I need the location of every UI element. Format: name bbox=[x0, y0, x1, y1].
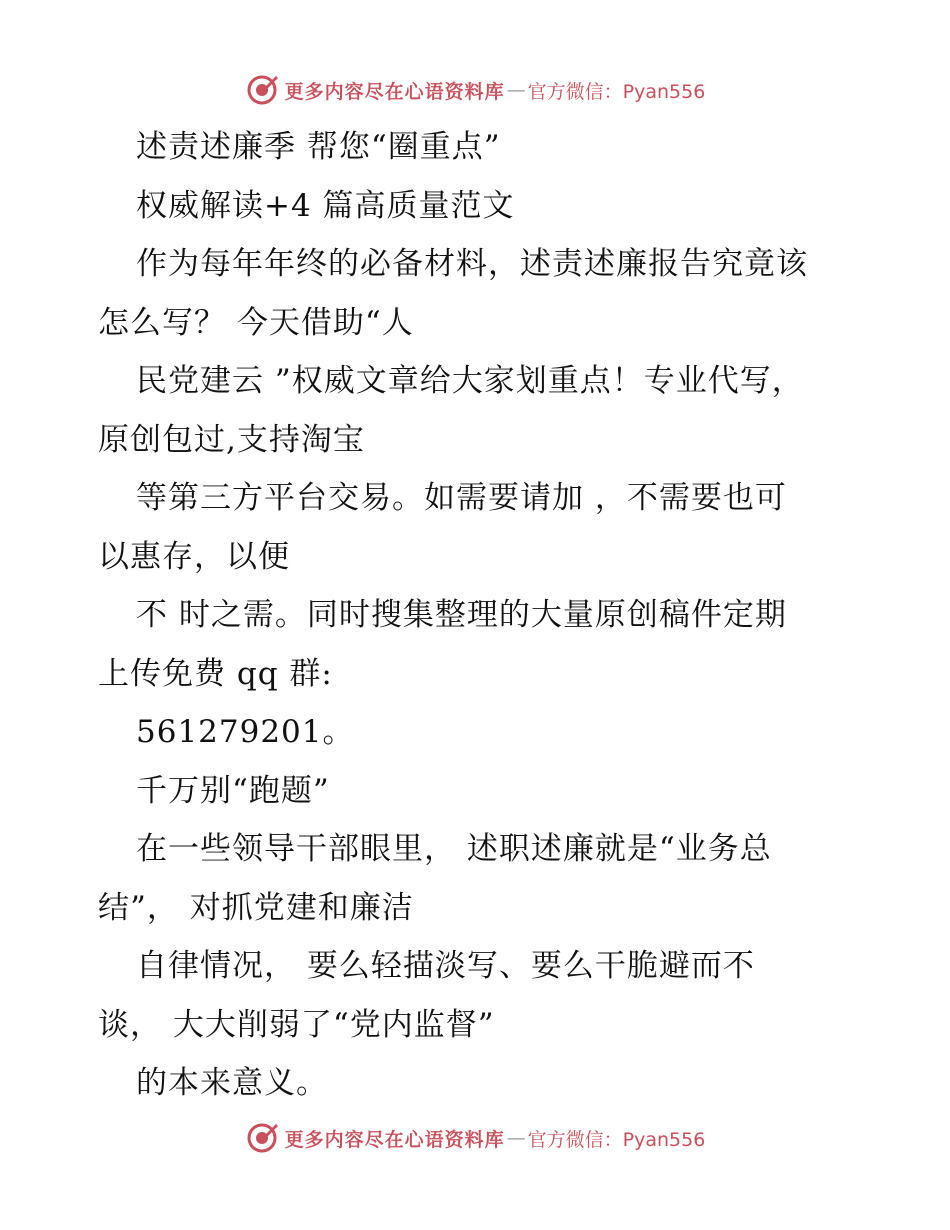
watermark-wechat-text: 官方微信：Pyan556 bbox=[527, 1128, 706, 1151]
pen-logo-icon bbox=[245, 73, 279, 107]
text-line: 民党建云 ”权威文章给大家划重点！专业代写， bbox=[136, 363, 804, 399]
text-line: 原创包过,支持淘宝 bbox=[98, 421, 365, 458]
document-body bbox=[98, 118, 858, 1113]
text-line: 等第三方平台交易。如需要请加 ，不需要也可 bbox=[136, 480, 787, 516]
text-line: 谈， 大大削弱了“党内监督” bbox=[98, 1006, 495, 1043]
watermark-separator: — bbox=[506, 1127, 526, 1149]
text-line: 作为每年年终的必备材料，述责述廉报告究竟该 bbox=[136, 246, 808, 282]
text-line: 自律情况， 要么轻描淡写、要么干脆避而不 bbox=[136, 948, 755, 984]
text-line: 结”， 对抓党建和廉洁 bbox=[98, 889, 414, 926]
text-line: 561279201。 bbox=[136, 714, 355, 750]
text-line: 述责述廉季 帮您“圈重点” bbox=[136, 129, 501, 165]
text-line: 不 时之需。同时搜集整理的大量原创稿件定期 bbox=[136, 597, 787, 633]
text-line: 权威解读+4 篇高质量范文 bbox=[136, 187, 515, 224]
text-line: 千万别“跑题” bbox=[136, 772, 330, 809]
watermark-main-text: 更多内容尽在心语资料库 bbox=[284, 80, 505, 103]
watermark-main-text: 更多内容尽在心语资料库 bbox=[284, 1128, 505, 1151]
pen-logo-icon bbox=[245, 1121, 279, 1155]
text-line: 上传免费 qq 群: bbox=[98, 655, 333, 692]
text-line: 在一些领导干部眼里， 述职述廉就是“业务总 bbox=[136, 831, 772, 867]
footer-watermark bbox=[0, 1118, 950, 1158]
header-watermark bbox=[0, 70, 950, 110]
text-line: 以惠存，以便 bbox=[98, 538, 290, 575]
text-line: 怎么写？ 今天借助“人 bbox=[98, 304, 414, 341]
watermark-wechat-text: 官方微信：Pyan556 bbox=[527, 80, 706, 103]
text-line: 的本来意义。 bbox=[136, 1065, 328, 1101]
watermark-separator: — bbox=[506, 79, 526, 101]
